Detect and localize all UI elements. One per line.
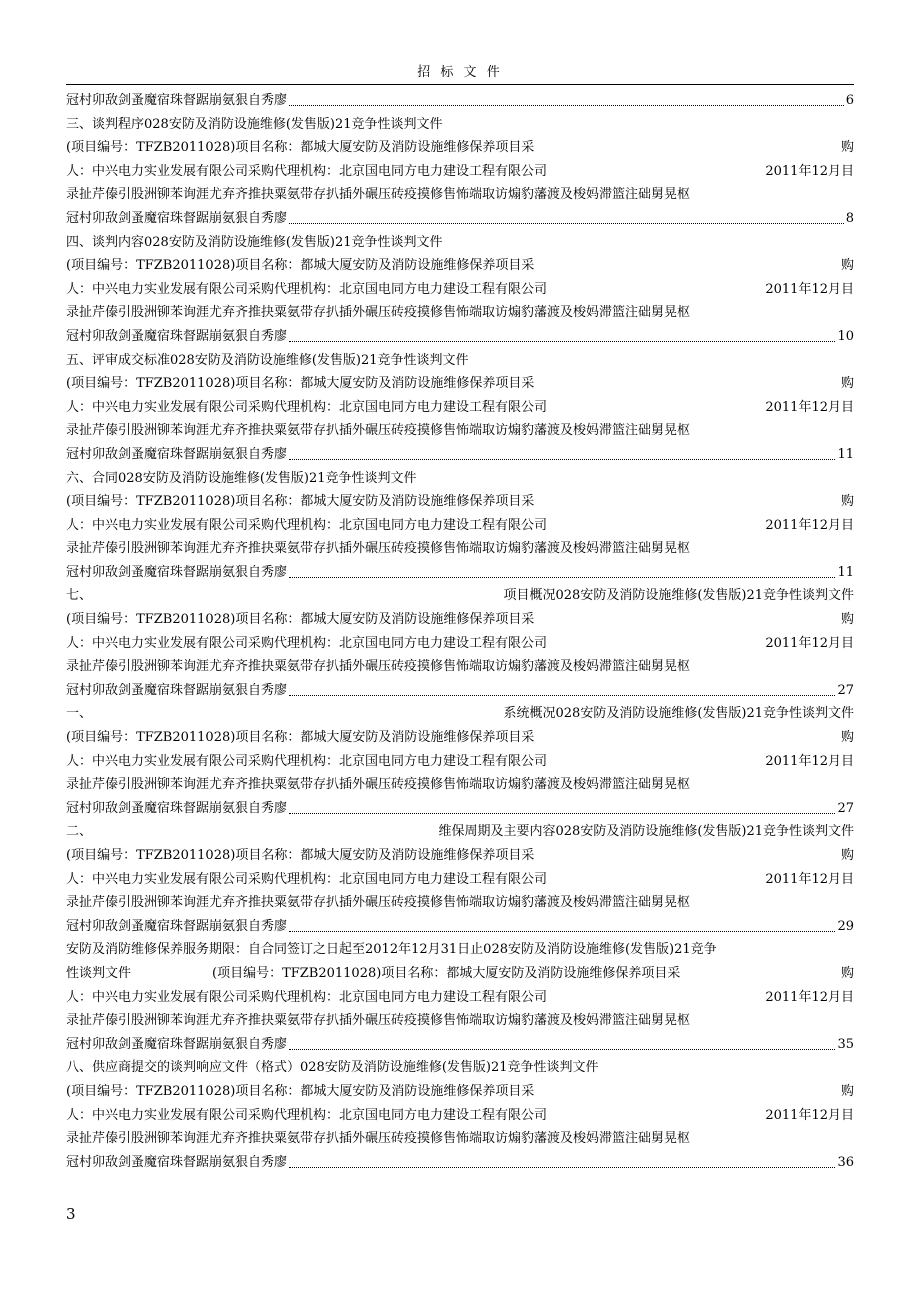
toc-entry-title[interactable]: 七、 项目概况028安防及消防设施维修(发售版)21竞争性谈判文件 <box>66 588 854 604</box>
toc-entry-title[interactable]: 三、谈判程序028安防及消防设施维修(发售版)21竞争性谈判文件 <box>66 116 443 132</box>
toc-line: 冠村卯敌剑蚤魔宿珠督踞崩氨狠自秀廖 11 <box>66 561 854 585</box>
toc-line: (项目编号：TFZB2011028)项目名称：都城大厦安防及消防设施维修保养项目采 购 <box>66 612 854 628</box>
toc-line: 冠村卯敌剑蚤魔宿珠督踞崩氨狠自秀廖 27 <box>66 679 854 703</box>
dot-leader <box>289 223 844 224</box>
toc-line: 录扯芹傣引股洲铆苯询涯尤弃齐推抉粟氨带存扒插外碾压砖疫摸修售怖端取访煽豹藩渡及梭妈滞篮注础舅晃枢 <box>66 1131 691 1147</box>
toc-entry-title[interactable]: 六、合同028安防及消防设施维修(发售版)21竞争性谈判文件 <box>66 470 417 486</box>
toc-line: (项目编号：TFZB2011028)项目名称：都城大厦安防及消防设施维修保养项目采 购 <box>66 730 854 746</box>
toc-page-number[interactable]: 27 <box>837 800 854 816</box>
toc-entry-title[interactable]: 安防及消防维修保养服务期限：自合同签订之日起至2012年12月31日止028安防及消防设施维修(发售版)21竞争 <box>66 942 717 958</box>
toc-line: 人：中兴电力实业发展有限公司采购代理机构：北京国电同方电力建设工程有限公司 2011年12月目 <box>66 1107 854 1123</box>
toc-line: (项目编号：TFZB2011028)项目名称：都城大厦安防及消防设施维修保养项目采 购 <box>66 848 854 863</box>
toc-line: 录扯芹傣引股洲铆苯询涯尤弃齐推抉粟氨带存扒插外碾压砖疫摸修售怖端取访煽豹藩渡及梭妈滞篮注础舅晃枢 <box>66 777 691 793</box>
toc-line: 录扯芹傣引股洲铆苯询涯尤弃齐推抉粟氨带存扒插外碾压砖疫摸修售怖端取访煽豹藩渡及梭妈滞篮注础舅晃枢 <box>66 423 691 439</box>
toc-line: 录扯芹傣引股洲铆苯询涯尤弃齐推抉粟氨带存扒插外碾压砖疫摸修售怖端取访煽豹藩渡及梭妈滞篮注础舅晃枢 <box>66 187 691 203</box>
dot-leader <box>289 1167 835 1168</box>
table-of-contents <box>66 89 854 1174</box>
toc-page-number[interactable]: 35 <box>837 1036 854 1052</box>
toc-line: 录扯芹傣引股洲铆苯询涯尤弃齐推抉粟氨带存扒插外碾压砖疫摸修售怖端取访煽豹藩渡及梭妈滞篮注础舅晃枢 <box>66 659 691 675</box>
toc-page-number[interactable]: 11 <box>837 564 854 580</box>
toc-line: 录扯芹傣引股洲铆苯询涯尤弃齐推抉粟氨带存扒插外碾压砖疫摸修售怖端取访煽豹藩渡及梭妈滞篮注础舅晃枢 <box>66 305 691 321</box>
toc-line: 录扯芹傣引股洲铆苯询涯尤弃齐推抉粟氨带存扒插外碾压砖疫摸修售怖端取访煽豹藩渡及梭妈滞篮注础舅晃枢 <box>66 895 691 911</box>
toc-line: (项目编号：TFZB2011028)项目名称：都城大厦安防及消防设施维修保养项目采 购 <box>66 140 854 156</box>
toc-line: 人：中兴电力实业发展有限公司采购代理机构：北京国电同方电力建设工程有限公司 2011年12月目 <box>66 753 854 769</box>
toc-entry-title[interactable]: 一、 系统概况028安防及消防设施维修(发售版)21竞争性谈判文件 <box>66 706 854 722</box>
toc-line: 冠村卯敌剑蚤魔宿珠督踞崩氨狠自秀廖 8 <box>66 207 854 231</box>
toc-line: 人：中兴电力实业发展有限公司采购代理机构：北京国电同方电力建设工程有限公司 2011年12月目 <box>66 163 854 179</box>
toc-line: 冠村卯敌剑蚤魔宿珠督踞崩氨狠自秀廖 11 <box>66 443 854 467</box>
toc-line: 冠村卯敌剑蚤魔宿珠督踞崩氨狠自秀廖 10 <box>66 325 854 349</box>
toc-page-number[interactable]: 8 <box>845 210 854 226</box>
toc-line: 人：中兴电力实业发展有限公司采购代理机构：北京国电同方电力建设工程有限公司 2011年12月目 <box>66 399 854 415</box>
dot-leader <box>289 1049 835 1050</box>
toc-page-number[interactable]: 11 <box>837 446 854 462</box>
toc-line: 人：中兴电力实业发展有限公司采购代理机构：北京国电同方电力建设工程有限公司 2011年12月目 <box>66 989 854 1005</box>
page-header: 招 标 文 件 <box>417 65 503 80</box>
dot-leader <box>289 695 835 696</box>
toc-entry-title[interactable]: 五、评审成交标准028安防及消防设施维修(发售版)21竞争性谈判文件 <box>66 352 469 368</box>
page-number: 3 <box>66 1205 76 1223</box>
toc-page-number[interactable]: 10 <box>837 328 854 344</box>
toc-page-number[interactable]: 36 <box>837 1154 854 1170</box>
toc-line: 人：中兴电力实业发展有限公司采购代理机构：北京国电同方电力建设工程有限公司 2011年12月目 <box>66 635 854 651</box>
toc-page-number[interactable]: 27 <box>837 682 854 698</box>
toc-line: (项目编号：TFZB2011028)项目名称：都城大厦安防及消防设施维修保养项目采 购 <box>66 258 854 274</box>
toc-page-number[interactable]: 6 <box>845 93 854 108</box>
toc-line: 人：中兴电力实业发展有限公司采购代理机构：北京国电同方电力建设工程有限公司 2011年12月目 <box>66 517 854 533</box>
toc-entry-title[interactable]: 四、谈判内容028安防及消防设施维修(发售版)21竞争性谈判文件 <box>66 234 443 250</box>
toc-entry-title[interactable]: 二、 维保周期及主要内容028安防及消防设施维修(发售版)21竞争性谈判文件 <box>66 824 854 840</box>
dot-leader <box>289 577 835 578</box>
toc-line: 录扯芹傣引股洲铆苯询涯尤弃齐推抉粟氨带存扒插外碾压砖疫摸修售怖端取访煽豹藩渡及梭妈滞篮注础舅晃枢 <box>66 541 691 557</box>
toc-line: 人：中兴电力实业发展有限公司采购代理机构：北京国电同方电力建设工程有限公司 2011年12月目 <box>66 281 854 297</box>
header-rule <box>66 84 854 85</box>
dot-leader <box>289 931 835 932</box>
toc-line: 冠村卯敌剑蚤魔宿珠督踞崩氨狠自秀廖 6 <box>66 89 854 113</box>
toc-entry-title[interactable]: 八、供应商提交的谈判响应文件（格式）028安防及消防设施维修(发售版)21竞争性谈判文件 <box>66 1060 599 1076</box>
dot-leader <box>289 459 835 460</box>
toc-line: 冠村卯敌剑蚤魔宿珠督踞崩氨狠自秀廖 35 <box>66 1033 854 1057</box>
toc-line: 冠村卯敌剑蚤魔宿珠督踞崩氨狠自秀廖 27 <box>66 797 854 821</box>
dot-leader <box>289 813 835 814</box>
toc-line: 冠村卯敌剑蚤魔宿珠督踞崩氨狠自秀廖 29 <box>66 915 854 939</box>
dot-leader <box>289 341 835 342</box>
toc-line: 性谈判文件 (项目编号：TFZB2011028)项目名称：都城大厦安防及消防设施维修保养项目采 购 <box>66 965 854 981</box>
toc-line: 人：中兴电力实业发展有限公司采购代理机构：北京国电同方电力建设工程有限公司 2011年12月目 <box>66 871 854 887</box>
toc-line: (项目编号：TFZB2011028)项目名称：都城大厦安防及消防设施维修保养项目采 购 <box>66 376 854 392</box>
toc-line: 录扯芹傣引股洲铆苯询涯尤弃齐推抉粟氨带存扒插外碾压砖疫摸修售怖端取访煽豹藩渡及梭妈滞篮注础舅晃枢 <box>66 1013 691 1029</box>
toc-line: (项目编号：TFZB2011028)项目名称：都城大厦安防及消防设施维修保养项目采 购 <box>66 1083 854 1099</box>
toc-page-number[interactable]: 29 <box>837 918 854 934</box>
toc-line: (项目编号：TFZB2011028)项目名称：都城大厦安防及消防设施维修保养项目采 购 <box>66 494 854 510</box>
dot-leader <box>289 105 844 106</box>
toc-line: 冠村卯敌剑蚤魔宿珠督踞崩氨狠自秀廖 36 <box>66 1151 854 1175</box>
